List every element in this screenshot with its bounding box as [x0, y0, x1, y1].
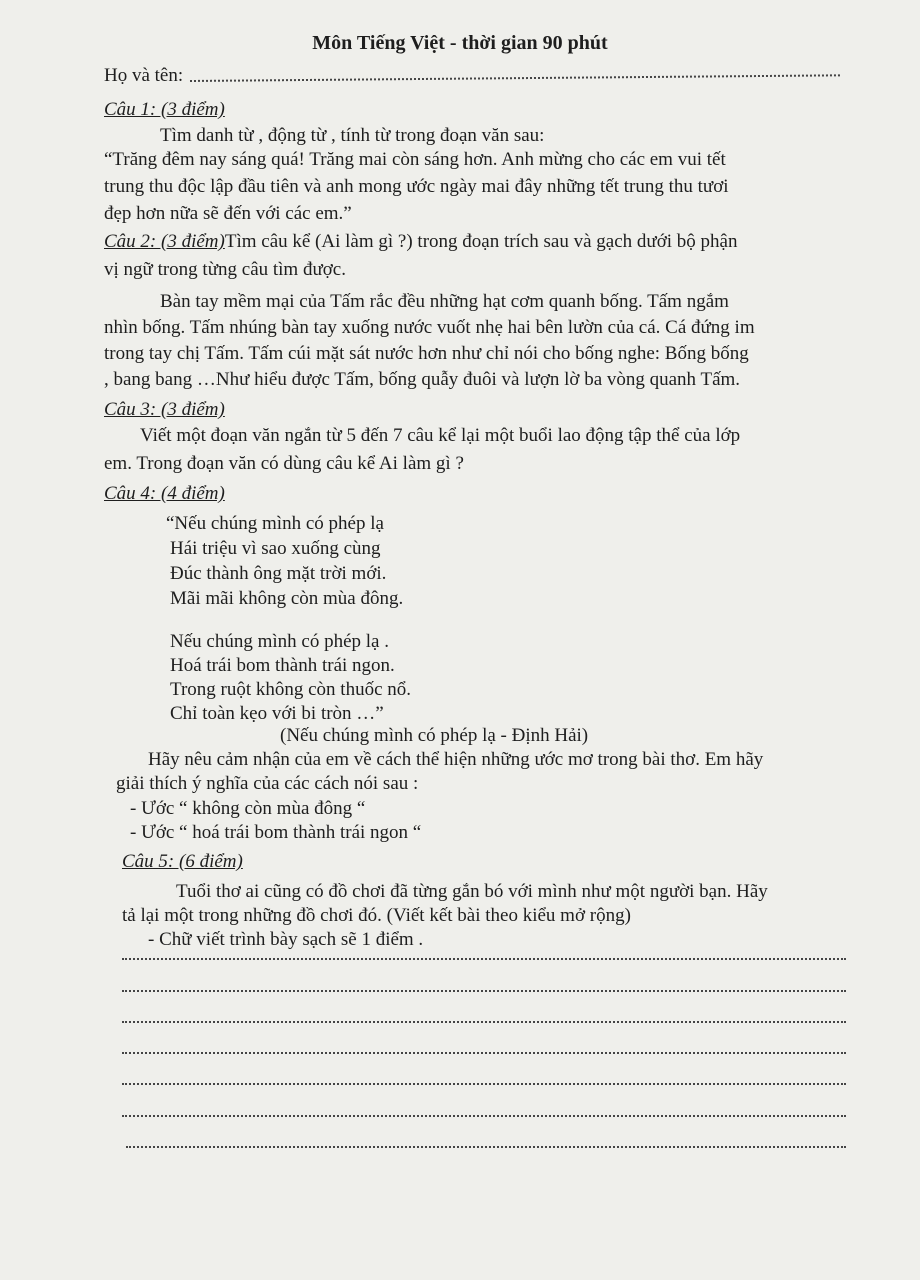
- poem-source: (Nếu chúng mình có phép lạ - Định Hải): [280, 725, 589, 746]
- answer-line[interactable]: [122, 1115, 846, 1117]
- exam-title: Môn Tiếng Việt - thời gian 90 phút: [312, 32, 608, 54]
- q2-passage-line: trong tay chị Tấm. Tấm cúi mặt sát nước hơn như chỉ nói cho bống nghe: Bống bống: [104, 343, 749, 364]
- q2-heading: Câu 2: (3 điểm): [104, 231, 225, 252]
- answer-line[interactable]: [122, 1021, 846, 1023]
- poem-line: Mãi mãi không còn mùa đông.: [170, 588, 404, 609]
- poem-line: Nếu chúng mình có phép lạ .: [170, 631, 389, 652]
- q4-heading: Câu 4: (4 điểm): [104, 483, 225, 504]
- name-label: Họ và tên:: [104, 65, 184, 86]
- name-answer-line[interactable]: [190, 74, 840, 82]
- answer-line[interactable]: [122, 1052, 846, 1054]
- poem-line: Hoá trái bom thành trái ngon.: [170, 655, 395, 676]
- q1-passage-line: “Trăng đêm nay sáng quá! Trăng mai còn sáng hơn. Anh mừng cho các em vui tết: [104, 149, 726, 170]
- poem-line: Chỉ toàn kẹo với bi tròn …”: [170, 703, 384, 724]
- answer-line[interactable]: [122, 990, 846, 992]
- q5-text-line: Tuổi thơ ai cũng có đồ chơi đã từng gắn bó với mình như một người bạn. Hãy: [176, 881, 768, 902]
- q3-text-line: em. Trong đoạn văn có dùng câu kể Ai làm gì ?: [104, 453, 464, 474]
- q2-passage-line: nhìn bống. Tấm nhúng bàn tay xuống nước vuốt nhẹ hai bên lườn của cá. Cá đứng im: [104, 317, 755, 338]
- answer-line[interactable]: [122, 958, 846, 960]
- q2-prompt-cont: vị ngữ trong từng câu tìm được.: [104, 259, 346, 280]
- q4-question-line: giải thích ý nghĩa của các cách nói sau :: [116, 773, 419, 794]
- q2-prompt: Tìm câu kể (Ai làm gì ?) trong đoạn trích sau và gạch dưới bộ phận: [224, 231, 738, 252]
- q4-question-line: Hãy nêu cảm nhận của em về cách thể hiện những ước mơ trong bài thơ. Em hãy: [148, 749, 764, 770]
- q5-heading: Câu 5: (6 điểm): [122, 851, 243, 872]
- q1-heading: Câu 1: (3 điểm): [104, 99, 225, 120]
- q1-passage-line: đẹp hơn nữa sẽ đến với các em.”: [104, 203, 352, 224]
- poem-line: “Nếu chúng mình có phép lạ: [166, 513, 384, 534]
- q4-item: - Ước “ hoá trái bom thành trái ngon “: [130, 822, 422, 843]
- q4-item: - Ước “ không còn mùa đông “: [130, 798, 366, 819]
- q5-text-line: tả lại một trong những đồ chơi đó. (Viết kết bài theo kiểu mở rộng): [122, 905, 631, 926]
- poem-line: Trong ruột không còn thuốc nổ.: [170, 679, 412, 700]
- poem-line: Đúc thành ông mặt trời mới.: [170, 563, 387, 584]
- q1-passage-line: trung thu độc lập đầu tiên và anh mong ước ngày mai đây những tết trung thu tươi: [104, 176, 729, 197]
- poem-line: Hái triệu vì sao xuống cùng: [170, 538, 381, 559]
- q5-note: - Chữ viết trình bày sạch sẽ 1 điểm .: [148, 929, 424, 950]
- answer-line[interactable]: [122, 1083, 846, 1085]
- q2-passage-line: Bàn tay mềm mại của Tấm rắc đều những hạt cơm quanh bống. Tấm ngắm: [160, 291, 729, 312]
- q2-first-line: [104, 230, 737, 254]
- q3-heading: Câu 3: (3 điểm): [104, 399, 225, 420]
- q3-text-line: Viết một đoạn văn ngắn từ 5 đến 7 câu kể lại một buổi lao động tập thể của lớp: [140, 425, 741, 446]
- q2-passage-line: , bang bang …Như hiểu được Tấm, bống quẫy đuôi và lượn lờ ba vòng quanh Tấm.: [104, 369, 741, 390]
- q1-prompt: Tìm danh từ , động từ , tính từ trong đoạn văn sau:: [160, 125, 545, 146]
- answer-line[interactable]: [126, 1146, 846, 1148]
